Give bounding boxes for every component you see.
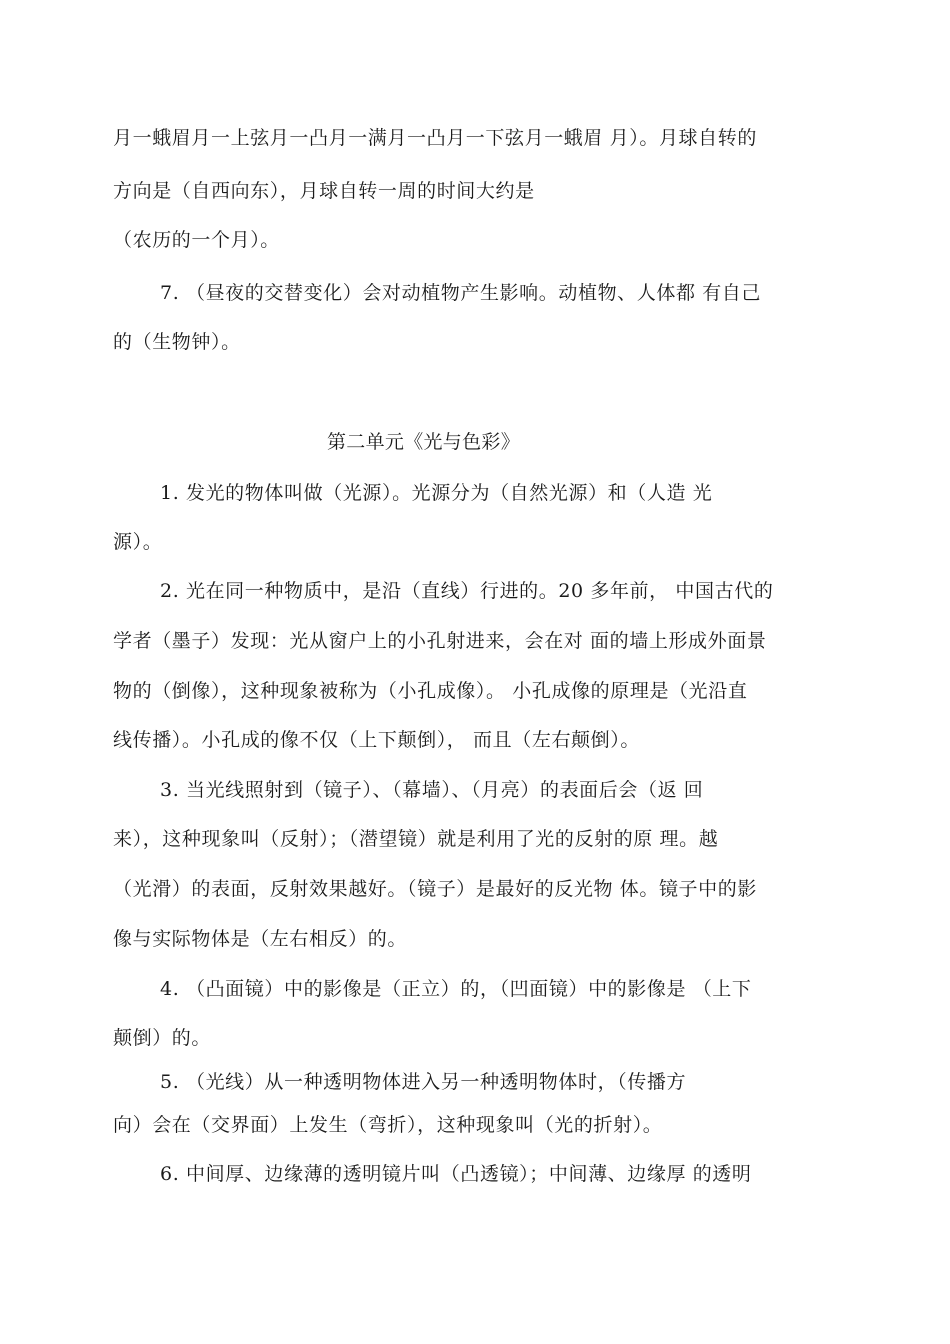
text-line-rotation-period: （农历的一个月）。 [113,229,280,251]
text-line-rotation-direction: 方向是（自西向东），月球自转一周的时间大约是 [113,180,535,202]
text-line-item-2-cont-1: 学者（墨子）发现：光从窗户上的小孔射进来，会在对 面的墙上形成外面景 [113,630,767,652]
text-line-item-2-cont-2: 物的（倒像），这种现象被称为（小孔成像）。 小孔成像的原理是（光沿直 [113,680,748,702]
text-line-item-3-cont-2: （光滑）的表面，反射效果越好。（镜子）是最好的反光物 体。镜子中的影 [113,878,757,900]
text-line-moon-phases: 月一蛾眉月一上弦月一凸月一满月一凸月一下弦月一蛾眉 月）。月球自转的 [113,127,757,149]
text-line-item-3-cont-3: 像与实际物体是（左右相反）的。 [113,928,408,950]
text-line-item-7: 7. （昼夜的交替变化）会对动植物产生影响。动植物、人体都 有自己 [160,282,762,304]
text-line-item-2: 2. 光在同一种物质中，是沿（直线）行进的。20 多年前， 中国古代的 [160,580,774,602]
text-line-item-3: 3. 当光线照射到（镜子）、（幕墙）、（月亮）的表面后会（返 回 [160,779,704,801]
text-line-item-2-cont-3: 线传播）。小孔成的像不仅（上下颠倒）， 而且（左右颠倒）。 [113,729,640,751]
section-title: 第二单元《光与色彩》 [327,431,521,453]
text-line-item-5-cont: 向）会在（交界面）上发生（弯折），这种现象叫（光的折射）。 [113,1114,663,1136]
text-line-item-7-cont: 的（生物钟）。 [113,331,241,353]
text-line-item-1-cont: 源）。 [113,531,163,553]
text-line-item-5: 5. （光线）从一种透明物体进入另一种透明物体时，（传播方 [160,1071,687,1093]
text-line-item-3-cont-1: 来），这种现象叫（反射）；（潜望镜）就是利用了光的反射的原 理。越 [113,828,719,850]
text-line-item-4-cont: 颠倒）的。 [113,1027,212,1049]
text-line-item-4: 4. （凸面镜）中的影像是（正立）的，（凹面镜）中的影像是 （上下 [160,978,752,1000]
text-line-item-1: 1. 发光的物体叫做（光源）。光源分为（自然光源）和（人造 光 [160,482,713,504]
text-line-item-6: 6. 中间厚、边缘薄的透明镜片叫（凸透镜）；中间薄、边缘厚 的透明 [160,1163,752,1185]
